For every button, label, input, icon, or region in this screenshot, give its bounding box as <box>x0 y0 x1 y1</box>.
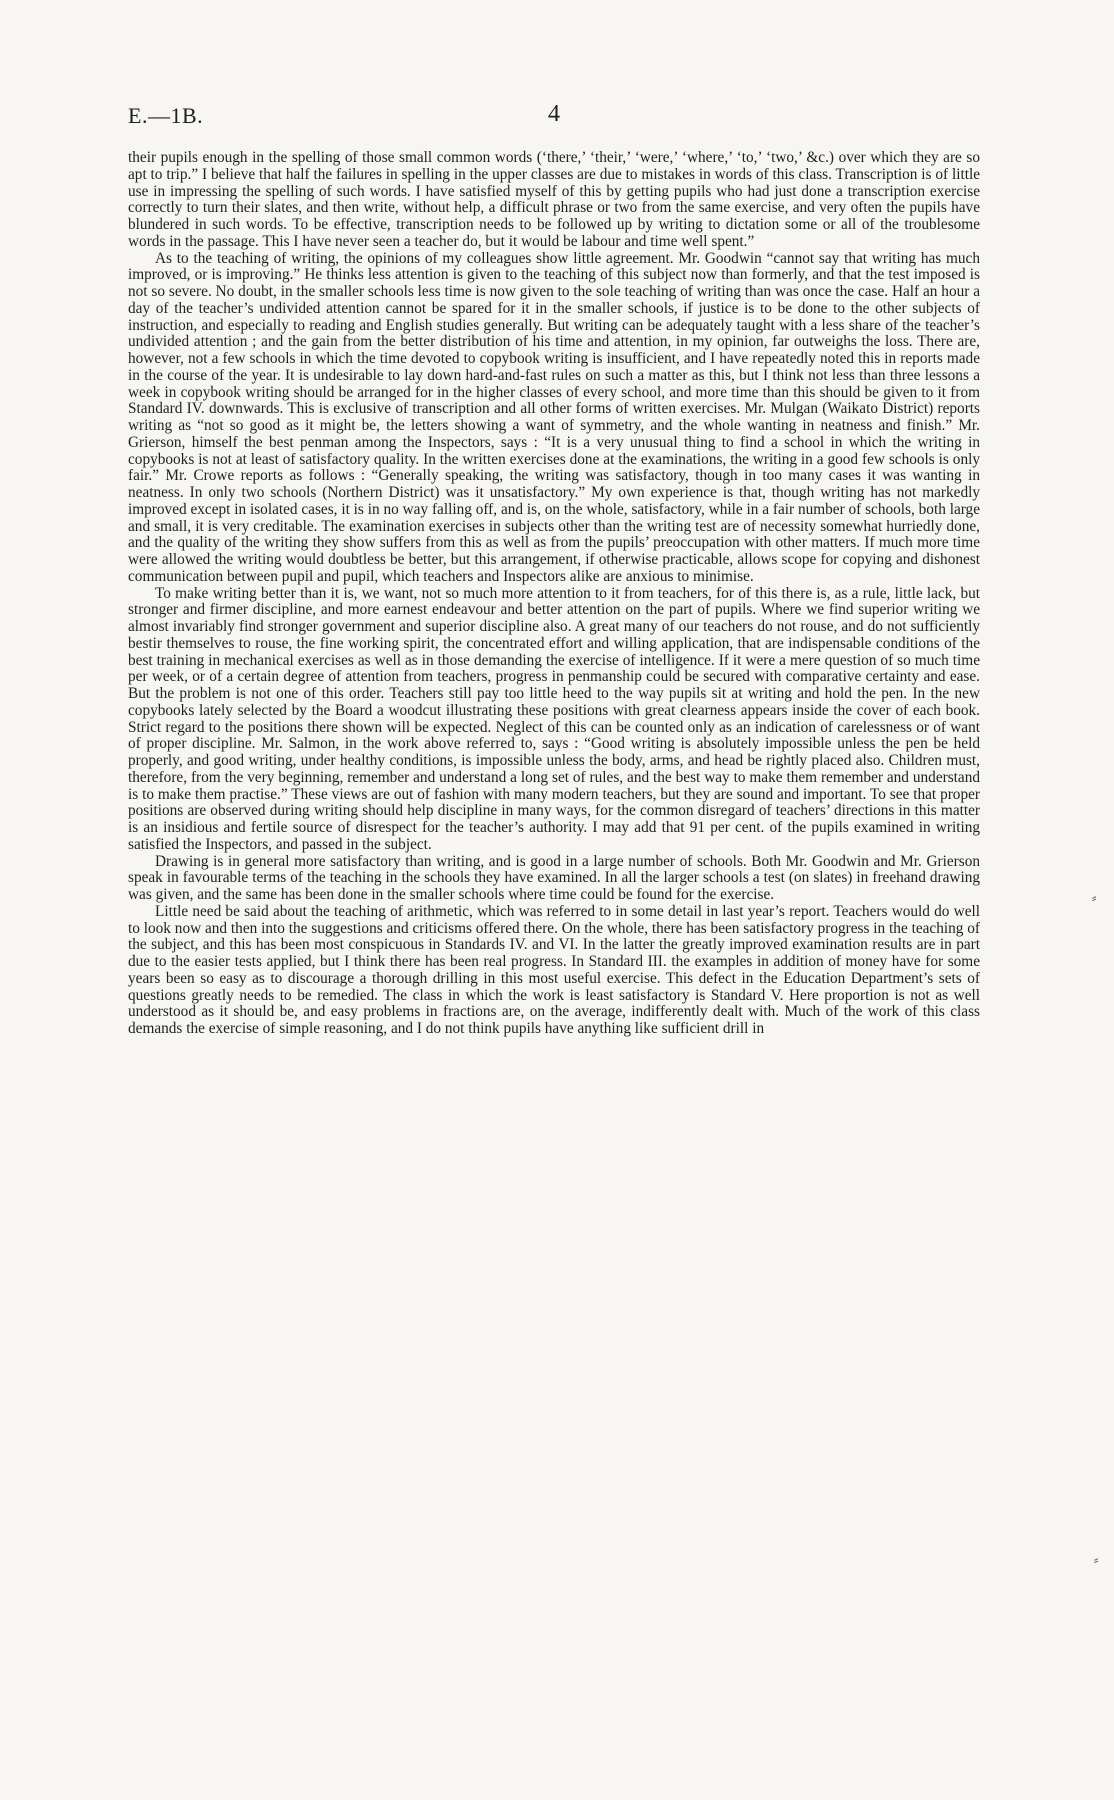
paragraph-writing: As to the teaching of writing, the opinions of my colleagues show little agreement. Mr. Goodwin “cannot say that writing has much improved, or is improving.” He thinks less attention is given to the teaching of this subject now than formerly, and that the test imposed is not so severe. No doubt, in the smaller schools less time is now given to the sole teaching of writing than was once the case. Half an hour a day of the teacher’s undivided attention cannot be spared for it in the smaller schools, if justice is to be done to the other subjects of instruction, and especially to reading and English studies generally. But writing can be adequately taught with a less share of the teacher’s undivided attention ; and the gain from the better distribution of his time and attention, in my opinion, far outweighs the loss. There are, however, not a few schools in which the time devoted to copybook writing is insufficient, and I have repeatedly noted this in reports made in the course of the year. It is undesirable to lay down hard-and-fast rules on such a matter as this, but I think not less than three lessons a week in copybook writing should be arranged for in the higher classes of every school, and more time than this should be given to it from Standard IV. downwards. This is exclusive of transcription and all other forms of written exercises. Mr. Mulgan (Waikato District) reports writing as “not so good as it might be, the letters showing a want of symmetry, and the whole wanting in neatness and finish.” Mr. Grierson, himself the best penman among the Inspectors, says : “It is a very unusual thing to find a school in which the writing in copybooks is not at least of satisfactory quality. In the written exercises done at the examinations, the writing in a good few schools is only fair.” Mr. Crowe reports as follows : “Generally speaking, the writing was satisfactory, though in too many cases it was wanting in neatness. In only two schools (Northern District) was it unsatisfactory.” My own experience is that, though writing has not markedly improved except in isolated cases, it is in no way falling off, and is, on the whole, satisfactory, while in a fair number of schools, both large and small, it is very creditable. The examination exercises in subjects other than the writing test are of necessity somewhat hurriedly done, and the quality of the writing they show suffers from this as well as from the pupils’ preoccupation with other matters. If much more time were allowed the writing would doubtless be better, but this arrangement, if otherwise practicable, allows scope for copying and dishonest communication between pupil and pupil, which teachers and Inspectors alike are anxious to minimise. <box>128 249 980 585</box>
body-text <box>128 150 980 1038</box>
paragraph-drawing: Drawing is in general more satisfactory than writing, and is good in a large number of schools. Both Mr. Goodwin and Mr. Grierson speak in favourable terms of the teaching in the schools they have examined. In all the larger schools a test (on slates) in freehand drawing was given, and the same has been done in the smaller schools where time could be found for the exercise. <box>128 852 980 903</box>
page-number: 4 <box>548 101 560 127</box>
paragraph-discipline: To make writing better than it is, we want, not so much more attention to it from teachers, for of this there is, as a rule, little lack, but stronger and firmer discipline, and more earnest endeavour and better attention on the part of pupils. Where we find superior writing we almost invariably find stronger government and superior discipline also. A great many of our teachers do not rouse, and do not sufficiently bestir themselves to rouse, the fine working spirit, the concentrated effort and willing application, that are indispensable conditions of the best training in mechanical exercises as well as in those demanding the exercise of intelligence. If it were a mere question of so much time per week, or of a certain degree of attention from teachers, progress in penmanship could be secured with comparative certainty and ease. But the problem is not one of this order. Teachers still pay too little heed to the way pupils sit at writing and hold the pen. In the new copybooks lately selected by the Board a woodcut illustrating these positions with great clearness appears inside the cover of each book. Strict regard to the positions there shown will be expected. Neglect of this can be counted only as an indication of carelessness or of want of proper discipline. Mr. Salmon, in the work above referred to, says : “Good writing is absolutely impossible unless the pen be held properly, and good writing, under healthy conditions, is impossible unless the body, arms, and head be rightly placed also. Children must, therefore, from the very beginning, remember and understand a long set of rules, and the best way to make them remember and understand is to make them practise.” These views are out of fashion with many modern teachers, but they are sound and important. To see that proper positions are observed during writing should help discipline in many ways, for the common disregard of teachers’ directions in this matter is an insidious and fertile source of disrespect for the teacher’s authority. I may add that 91 per cent. of the pupils examined in writing satisfied the Inspectors, and passed in the subject. <box>128 584 980 853</box>
document-reference: E.—1B. <box>128 103 204 128</box>
margin-mark-icon: ⸗ <box>1092 891 1097 906</box>
paragraph-arithmetic: Little need be said about the teaching of arithmetic, which was referred to in some detail in last year’s report. Teachers would do well to look now and then into the suggestions and criticisms offered there. On the whole, there has been satisfactory progress in the teaching of the subject, and this has been most conspicuous in Standards IV. and VI. In the latter the greatly improved examination results are in part due to the easier tests applied, but I think there has been real progress. In Standard III. the examples in addition of money have for some years been so easy as to discourage a thorough drilling in this most useful exercise. This defect in the Education Department’s sets of questions greatly needs to be remedied. The class in which the work is least satisfactory is Standard V. Here proportion is not as well understood as it should be, and easy problems in fractions are, on the average, indifferently dealt with. Much of the work of this class demands the exercise of simple reasoning, and I do not think pupils have anything like sufficient drill in <box>128 902 980 1037</box>
page-header <box>128 103 986 135</box>
margin-mark-icon: ⸗ <box>1094 1553 1099 1568</box>
paragraph-spelling-continued: their pupils enough in the spelling of those small common words (‘there,’ ‘their,’ ‘were,’ ‘where,’ ‘to,’ ‘two,’ &c.) over which they are so apt to trip.” I believe that half the failures in spelling in the upper classes are due to mistakes in words of this class. Transcription is of little use in impressing the spelling of such words. I have satisfied myself of this by getting pupils who had just done a transcription exercise correctly to turn their slates, and then write, without help, a difficult phrase or two from the same exercise, and very often the pupils have blundered in such words. To be effective, transcription needs to be followed up by writing to dictation some or all of the troublesome words in the passage. This I have never seen a teacher do, but it would be labour and time well spent.” <box>128 149 980 250</box>
